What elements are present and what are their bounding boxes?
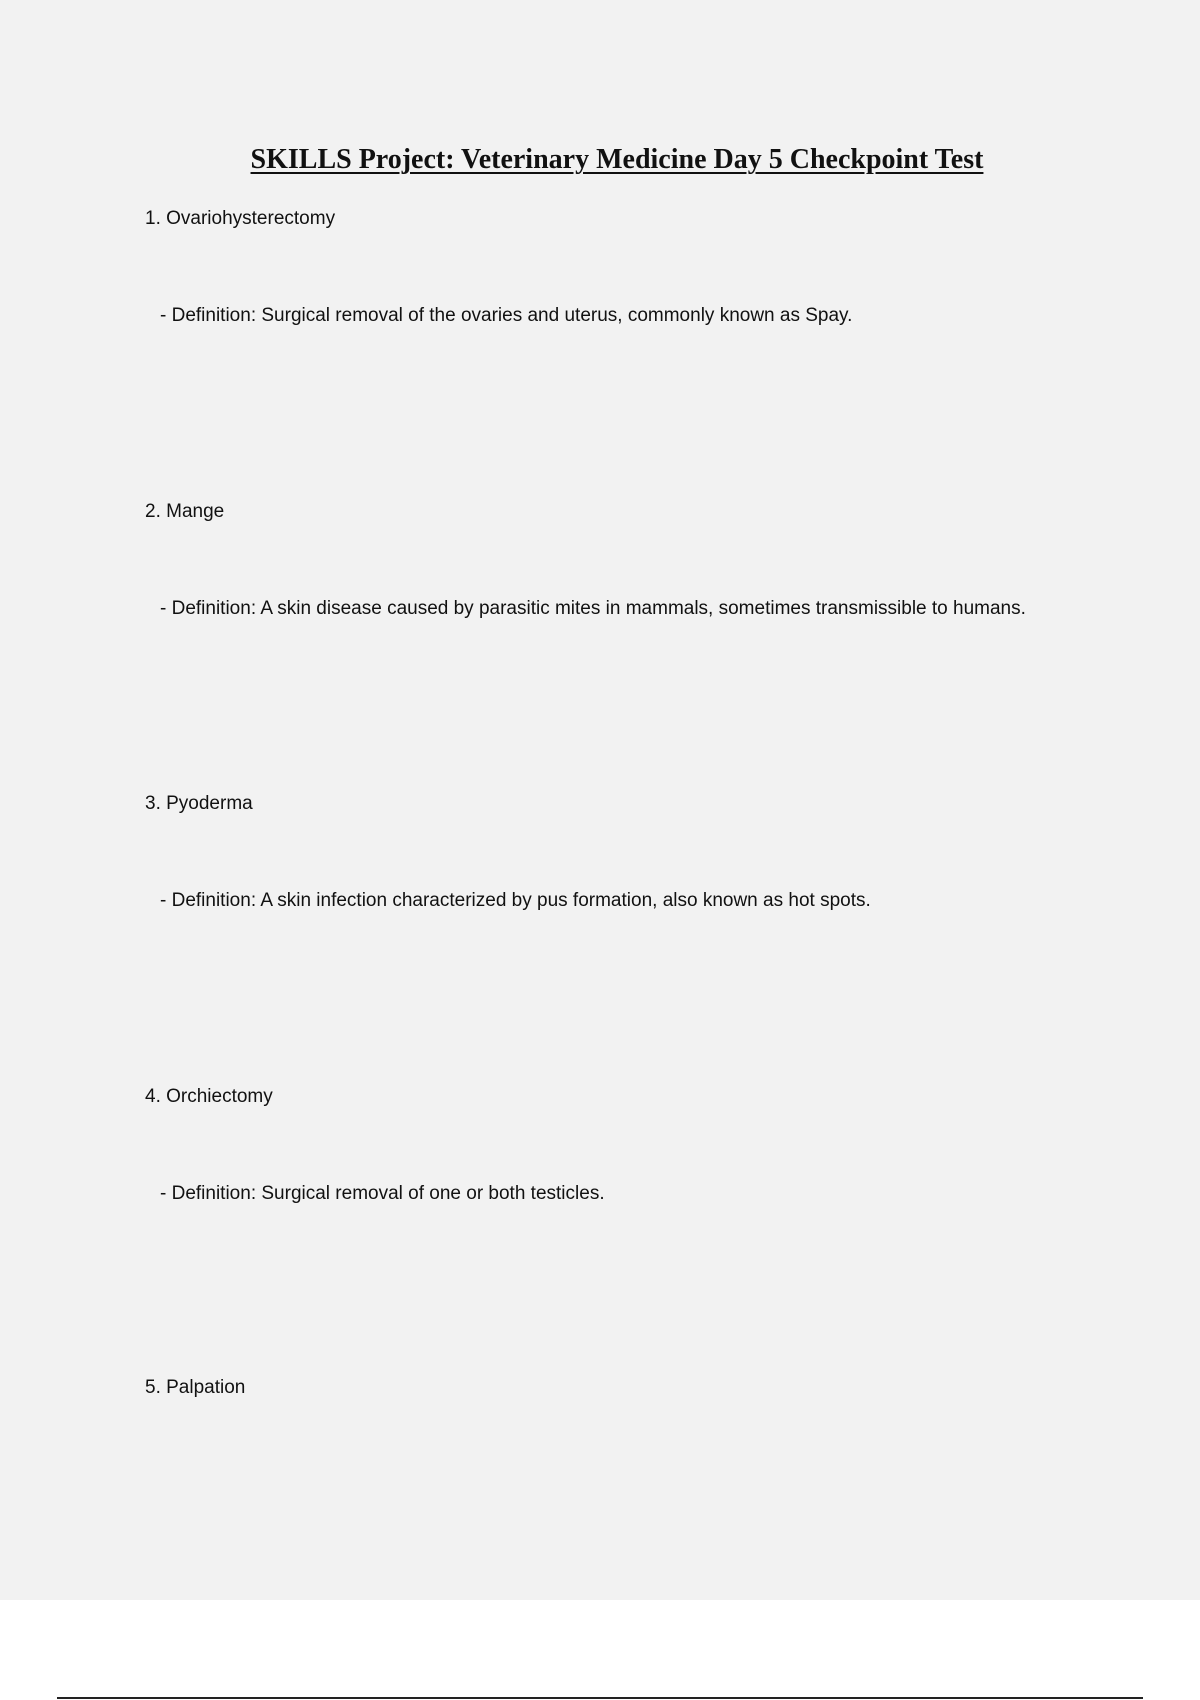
- item-definition-2: - Definition: A skin disease caused by parasitic mites in mammals, sometimes transmissible to humans.: [160, 598, 1026, 619]
- item-definition-4: - Definition: Surgical removal of one or both testicles.: [160, 1183, 605, 1204]
- item-term-3: 3. Pyoderma: [145, 793, 253, 814]
- item-term-5: 5. Palpation: [145, 1377, 246, 1398]
- item-term-1: 1. Ovariohysterectomy: [145, 208, 336, 229]
- item-definition-3: - Definition: A skin infection characterized by pus formation, also known as hot spots.: [160, 890, 871, 911]
- item-term-4: 4. Orchiectomy: [145, 1086, 273, 1107]
- footer-divider: [57, 1697, 1143, 1699]
- item-term-2: 2. Mange: [145, 501, 225, 522]
- document-title: SKILLS Project: Veterinary Medicine Day 5 Checkpoint Test: [250, 144, 984, 175]
- item-definition-1: - Definition: Surgical removal of the ovaries and uterus, commonly known as Spay.: [160, 305, 853, 326]
